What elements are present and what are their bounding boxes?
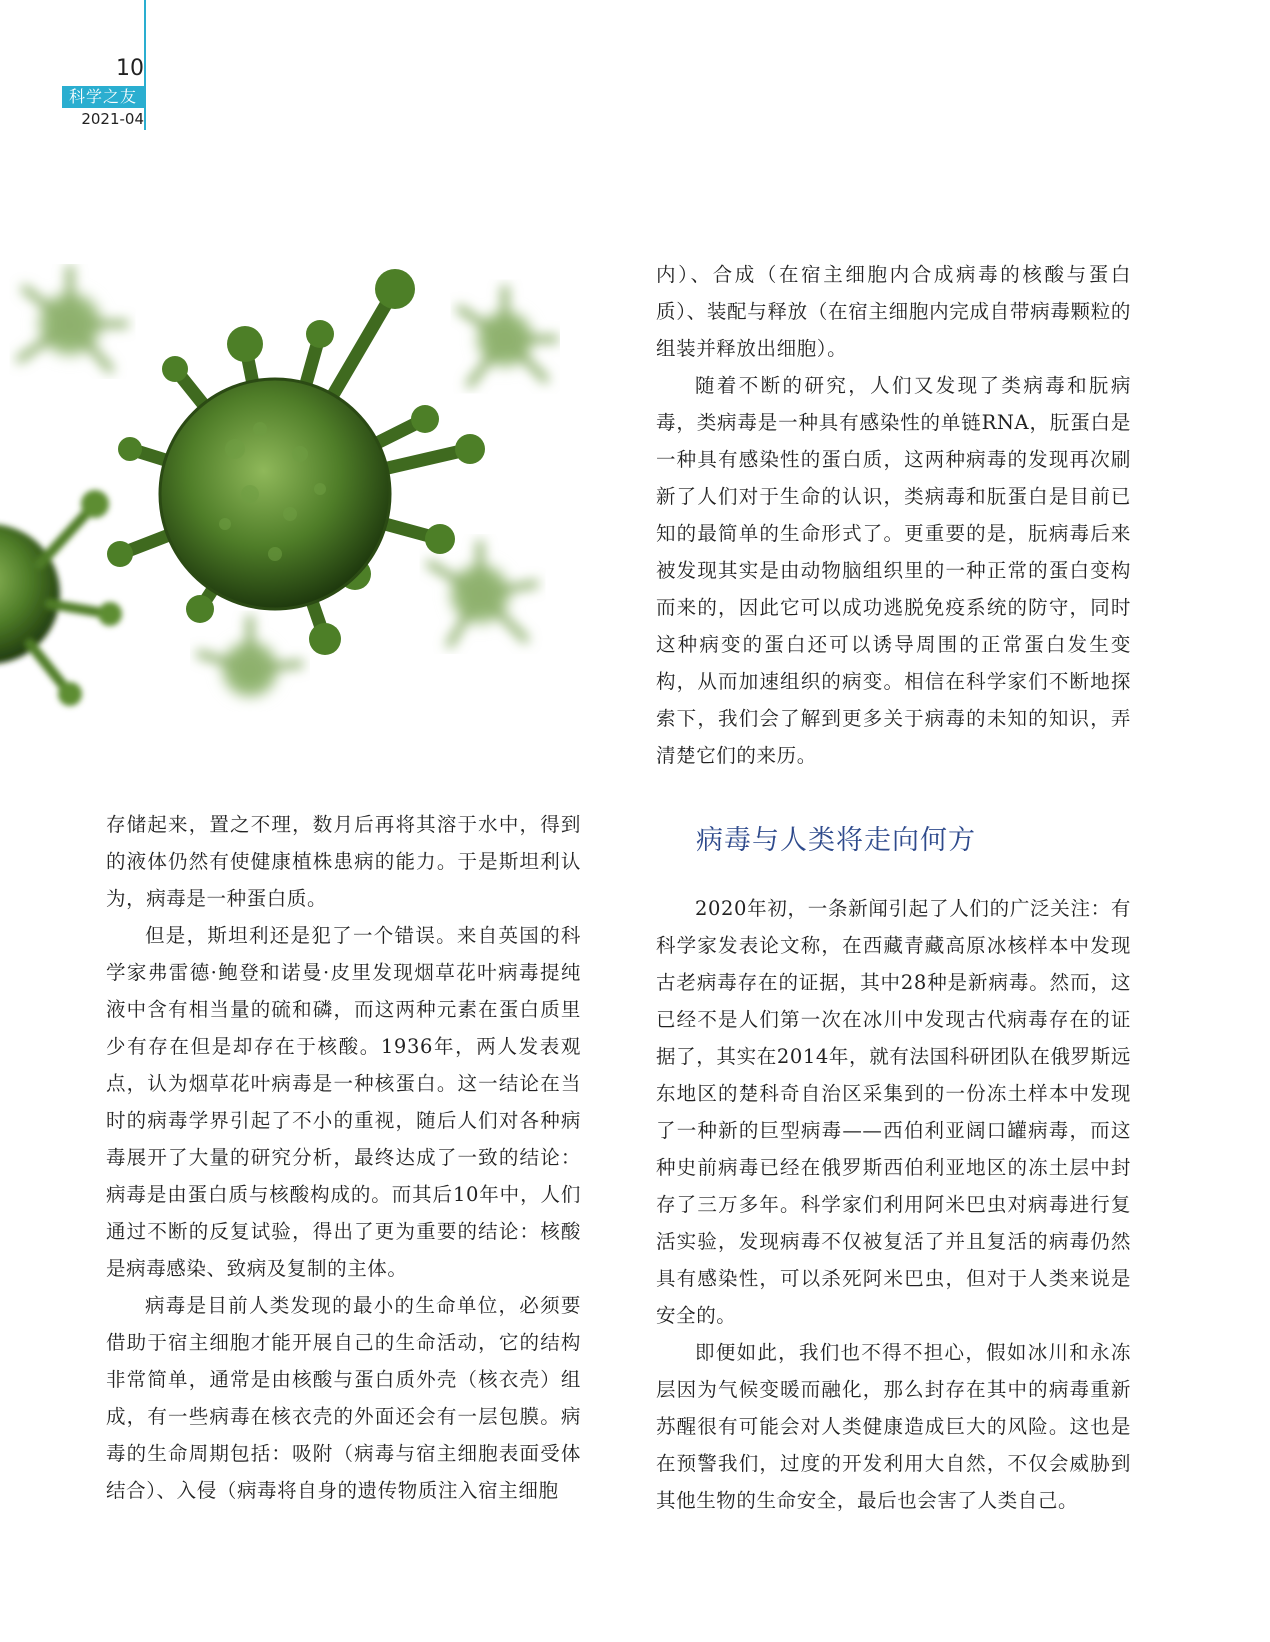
virus-illustration (0, 264, 560, 714)
section-paragraph-2: 即便如此，我们也不得不担心，假如冰川和永冻层因为气候变暖而融化，那么封存在其中的病毒重新苏醒很有可能会对人类健康造成巨大的风险。这也是在预警我们，过度的开发利用大自然，不仅会威胁到其他生物的生命安全，最后也会害了人类自己。 (656, 1341, 1131, 1512)
right-paragraph-2: 随着不断的研究，人们又发现了类病毒和朊病毒，类病毒是一种具有感染性的单链RNA，朊蛋白是一种具有感染性的蛋白质，这两种病毒的发现再次刷新了人们对于生命的认识，类病毒和朊蛋白是目前已知的最简单的生命形式了。更重要的是，朊病毒后来被发现其实是由动物脑组织里的一种正常的蛋白变构而来的，因此它可以成功逃脱免疫系统的防守，同时这种病变的蛋白还可以诱导周围的正常蛋白发生变构，从而加速组织的病变。相信在科学家们不断地探索下，我们会了解到更多关于病毒的未知的知识，弄清楚它们的来历。 (656, 374, 1131, 767)
right-paragraph-1: 内）、合成（在宿主细胞内合成病毒的核酸与蛋白质）、装配与释放（在宿主细胞内完成自带病毒颗粒的组装并释放出细胞）。 (656, 263, 1131, 360)
magazine-badge: 科学之友 (62, 86, 144, 108)
right-column-top (656, 256, 1131, 774)
left-column (106, 806, 581, 1509)
left-paragraph-1: 存储起来，置之不理，数月后再将其溶于水中，得到的液体仍然有使健康植株患病的能力。于是斯坦利认为，病毒是一种蛋白质。 (106, 813, 581, 910)
left-paragraph-3: 病毒是目前人类发现的最小的生命单位，必须要借助于宿主细胞才能开展自己的生命活动，它的结构非常简单，通常是由核酸与蛋白质外壳（核衣壳）组成，有一些病毒在核衣壳的外面还会有一层包膜。病毒的生命周期包括：吸附（病毒与宿主细胞表面受体结合）、入侵（病毒将自身的遗传物质注入宿主细胞 (106, 1294, 581, 1502)
section-paragraph-1: 2020年初，一条新闻引起了人们的广泛关注：有科学家发表论文称，在西藏青藏高原冰核样本中发现古老病毒存在的证据，其中28种是新病毒。然而，这已经不是人们第一次在冰川中发现古代病毒存在的证据了，其实在2014年，就有法国科研团队在俄罗斯远东地区的楚科奇自治区采集到的一份冻土样本中发现了一种新的巨型病毒——西伯利亚阔口罐病毒，而这种史前病毒已经在俄罗斯西伯利亚地区的冻土层中封存了三万多年。科学家们利用阿米巴虫对病毒进行复活实验，发现病毒不仅被复活了并且复活的病毒仍然具有感染性，可以杀死阿米巴虫，但对于人类来说是安全的。 (656, 897, 1131, 1327)
section-heading: 病毒与人类将走向何方 (696, 825, 976, 856)
issue-date: 2021-04 (81, 110, 144, 128)
right-column-bottom (656, 890, 1131, 1519)
virus-image (0, 264, 560, 714)
left-paragraph-2: 但是，斯坦利还是犯了一个错误。来自英国的科学家弗雷德·鲍登和诺曼·皮里发现烟草花叶病毒提纯液中含有相当量的硫和磷，而这两种元素在蛋白质里少有存在但是却存在于核酸。1936年，两人发表观点，认为烟草花叶病毒是一种核蛋白。这一结论在当时的病毒学界引起了不小的重视，随后人们对各种病毒展开了大量的研究分析，最终达成了一致的结论：病毒是由蛋白质与核酸构成的。而其后10年中，人们通过不断的反复试验，得出了更为重要的结论：核酸是病毒感染、致病及复制的主体。 (106, 924, 581, 1280)
header-rule (144, 0, 146, 130)
page-number: 10 (116, 56, 144, 81)
